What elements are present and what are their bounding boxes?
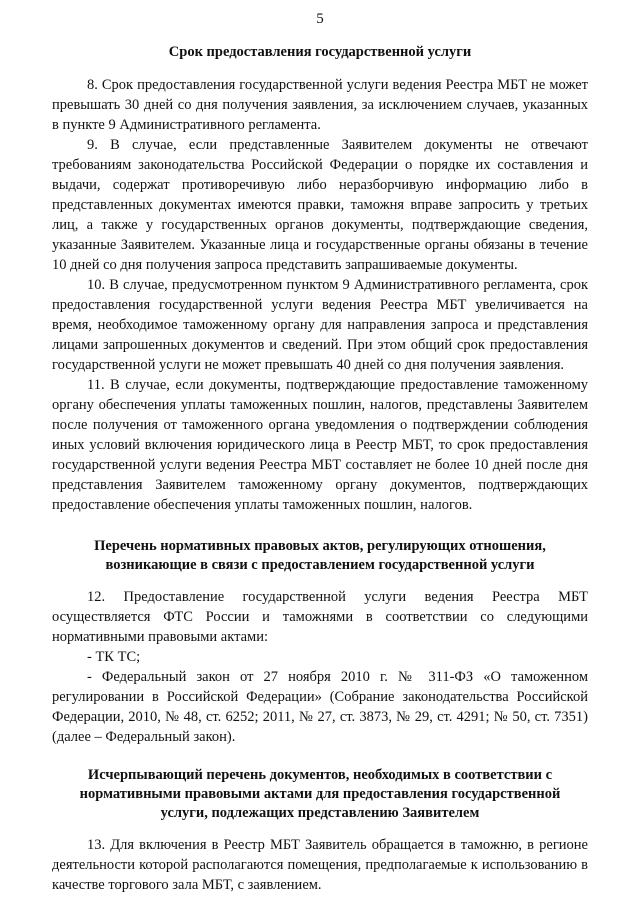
section-heading-term: Срок предоставления государственной услуги — [168, 44, 472, 60]
legal-act-item-federal-law: - Федеральный закон от 27 ноября 2010 г. № 311-ФЗ «О таможенном регулировании в Российской Федерации» (Собрание законодательства Российской Федерации, 2010, № 48, ст. 6252; 2011, № 27, ст. 3873, № 29, ст. 4291; № 50, ст. 7351) (далее – Федеральный закон). — [52, 669, 588, 745]
section-heading-legal-line2: возникающие в связи с предоставлением государственной услуги — [105, 557, 535, 573]
paragraph-10: 10. В случае, предусмотренном пунктом 9 Административного регламента, срок предоставления государственной услуги ведения Реестра МБТ увеличивается на время, необходимое таможенному органу для направления запроса и представления лицами запрошенных документов и сведений. При этом общий срок предоставления государственной услуги не может превышать 40 дней со дня получения заявления. — [52, 277, 588, 373]
section-heading-documents — [52, 766, 588, 823]
legal-act-item-tk-ts: - ТК ТС; — [87, 649, 141, 665]
section-heading-documents-line2: нормативными правовыми актами для предоставления государственной — [79, 786, 561, 802]
paragraph-12: 12. Предоставление государственной услуги ведения Реестра МБТ осуществляется ФТС России и таможнями в соответствии со следующими нормативными правовыми актами: — [52, 589, 588, 645]
page-content — [52, 43, 588, 895]
section-heading-documents-line3: услуги, подлежащих представлению Заявителем — [160, 805, 480, 821]
paragraph-8: 8. Срок предоставления государственной услуги ведения Реестра МБТ не может превышать 30 дней со дня получения заявления, за исключением случаев, указанных в пункте 9 Административного регламента. — [52, 77, 588, 133]
paragraph-11: 11. В случае, если документы, подтверждающие предоставление таможенному органу обеспечения уплаты таможенных пошлин, налогов, представлены Заявителем после получения от таможенного органа уведомления о подтверждении соблюдения иных условий включения юридического лица в Реестр МБТ, то срок предоставления государственной услуги ведения Реестра МБТ составляет не более 10 дней после дня представления Заявителем таможенному органу документов, подтверждающих предоставление обеспечения уплаты таможенных пошлин, налогов. — [52, 377, 588, 513]
section-heading-documents-line1: Исчерпывающий перечень документов, необходимых в соответствии с — [87, 767, 553, 783]
section-heading-legal — [52, 537, 588, 575]
paragraph-9: 9. В случае, если представленные Заявителем документы не отвечают требованиям законодательства Российской Федерации о порядке их составления и выдачи, содержат противоречивую либо неразборчивую информацию либо в представленных документах имеются правки, таможня вправе запросить у третьих лиц, а также у государственных органов документы, подтверждающие сведения, указанные Заявителем. Указанные лица и государственные органы обязаны в течение 10 дней со дня получения запроса представить запрашиваемые документы. — [52, 137, 588, 273]
paragraph-13: 13. Для включения в Реестр МБТ Заявитель обращается в таможню, в регионе деятельности которой располагаются помещения, предполагаемые к использованию в качестве торгового зала МБТ, с заявлением. — [52, 837, 588, 893]
page-number: 5 — [316, 11, 324, 27]
section-heading-legal-line1: Перечень нормативных правовых актов, регулирующих отношения, — [94, 538, 546, 554]
